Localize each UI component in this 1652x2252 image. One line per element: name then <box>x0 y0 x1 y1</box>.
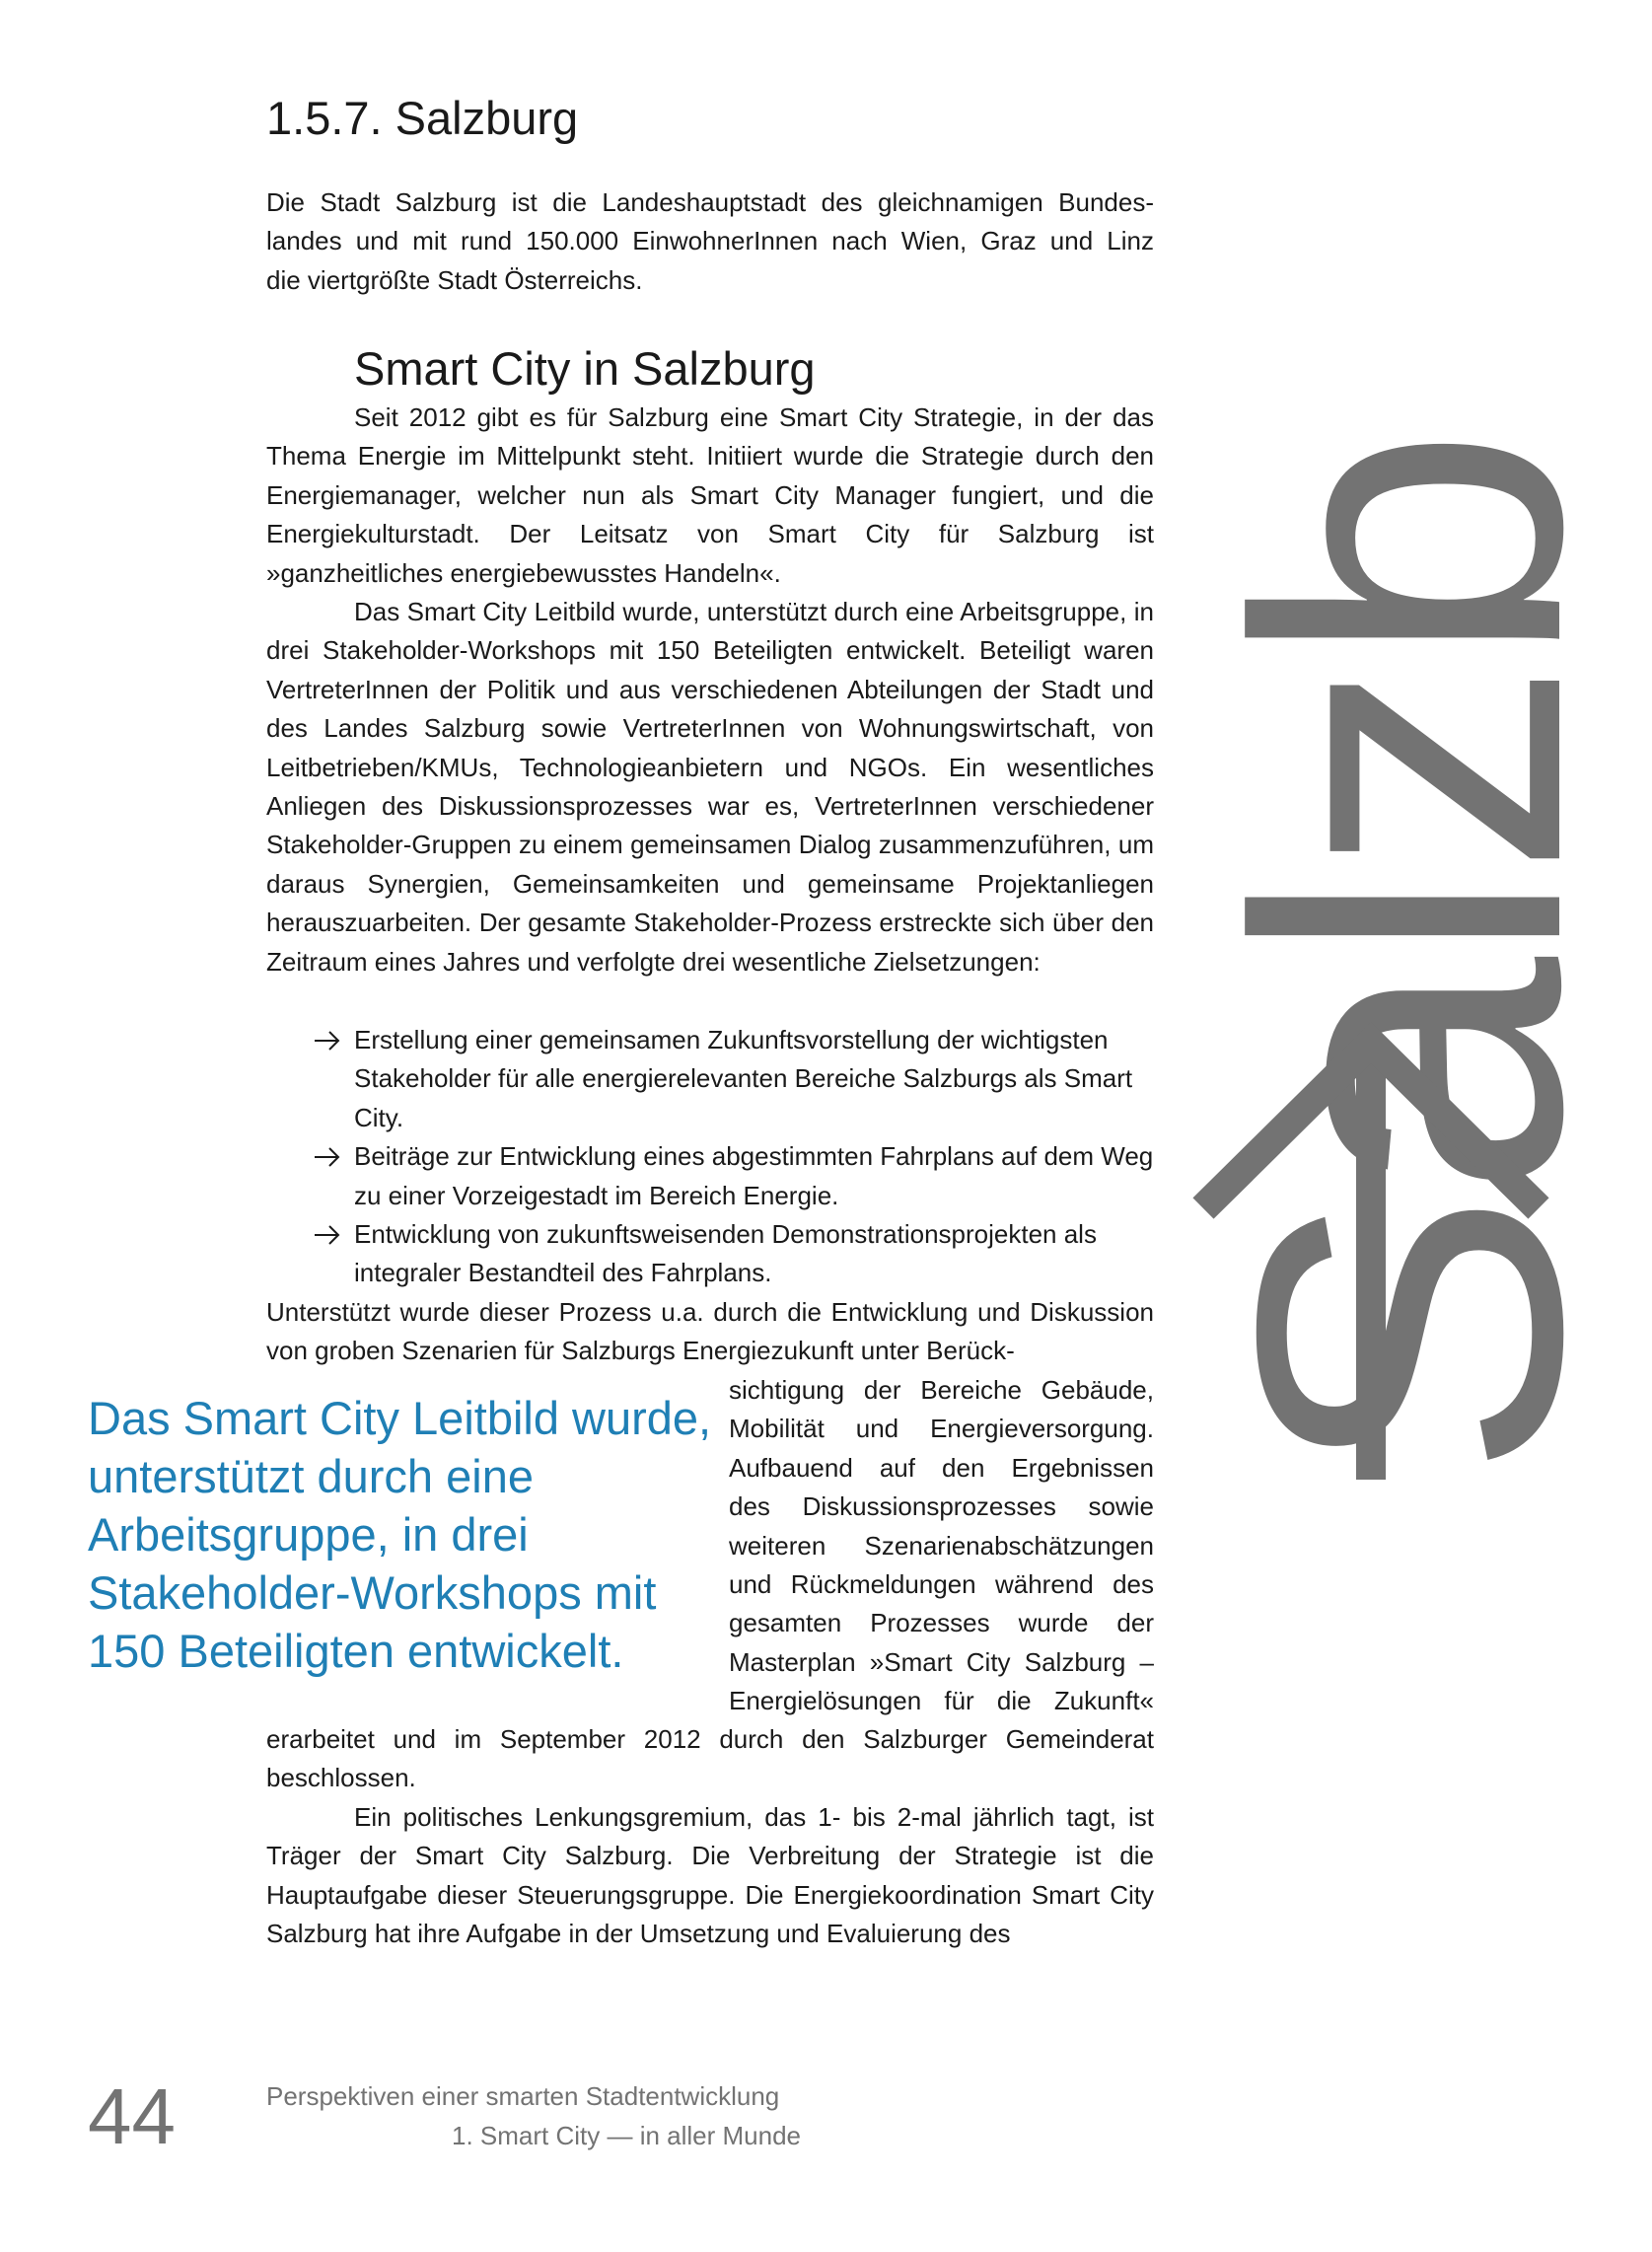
narrow-line: Energielösungen für die Zukunft« <box>729 1686 1154 1716</box>
narrow-line: Mobilität und Energieversorgung. <box>729 1414 1154 1444</box>
paragraph-2: Das Smart City Leitbild wurde, unterstützt durch eine Arbeitsgruppe, in drei Stakeholder-Workshops mit 150 Beteiligten entwickelt. Beteiligt waren VertreterInnen der Politik und aus verschiedenen Abteilungen der Stadt und des Landes Salzburg sowie VertreterInnen von Wohnungswirtschaft, von Leitbetrieben/KMUs, Technologieanbietern und NGOs. Ein wesentliches Anliegen des Diskussionsprozesses war es, VertreterInnen verschiedener Stakeholder-Gruppen zu einem gemeinsamen Dialog zusammenzuführen, um daraus Synergien, Gemeinsamkeiten und gemeinsame Projektanliegen herauszuarbeiten. Der gesamte Stakeholder-Prozess erstreckte sich über den Zeitraum eines Jahres und verfolgte drei wesentliche Zielsetzungen: <box>266 597 1154 977</box>
running-footer-title: Perspektiven einer smarten Stadtentwicklung <box>266 2081 780 2111</box>
narrow-line: Aufbauend auf den Ergebnissen <box>729 1452 1154 1483</box>
narrow-line: sichtigung der Bereiche Gebäude, <box>729 1375 1154 1405</box>
pull-quote: Das Smart City Leitbild wurde, unterstützt durch eine Arbeitsgruppe, in drei Stakeholder-Workshops mit 150 Beteiligten entwickelt. <box>88 1392 712 1677</box>
arrow-right-icon <box>313 1215 342 1254</box>
subsection-title: Smart City in Salzburg <box>354 342 816 395</box>
running-footer-chapter: 1. Smart City — in aller Munde <box>452 2121 802 2150</box>
paragraph-3-end: erarbeitet und im September 2012 durch den Salzburger Gemeinderat beschlossen. <box>266 1724 1154 1793</box>
paragraph-3-narrow <box>729 1371 1154 1721</box>
intro-line: die viertgrößte Stadt Österreichs. <box>266 264 643 295</box>
paragraph-1: Seit 2012 gibt es für Salzburg eine Smart City Strategie, in der das Thema Energie im Mittelpunkt steht. Initiiert wurde die Strategie durch den Energiemanager, welcher nun als Smart City Manager fungiert, und die Energiekulturstadt. Der Leitsatz von Smart City für Salzburg ist »ganzheitliches energiebewusstes Handeln«. <box>266 402 1154 588</box>
narrow-line: Masterplan »Smart City Salzburg – <box>729 1646 1154 1677</box>
arrow-right-icon <box>313 1137 342 1176</box>
list-item-text: Beiträge zur Entwicklung eines abgestimmten Fahrplans auf dem Weg zu einer Vorzeigestadt im Bereich Energie. <box>354 1141 1154 1210</box>
goals-list <box>266 1021 1154 1293</box>
page-number: 44 <box>88 2072 176 2160</box>
list-item-text: Entwicklung von zukunftsweisenden Demonstrationsprojekten als integraler Bestandteil des Fahrplans. <box>354 1219 1097 1288</box>
intro-paragraph <box>266 183 1154 300</box>
paragraph-3-full: Unterstützt wurde dieser Prozess u.a. durch die Entwicklung und Diskussion von groben Szenarien für Salzburgs Energiezukunft unter Berück- <box>266 1297 1154 1366</box>
body-text <box>266 399 1154 981</box>
body-text-continued <box>266 1720 1154 1953</box>
list-item-text: Erstellung einer gemeinsamen Zukunftsvorstellung der wichtigsten Stakeholder für alle energierelevanten Bereiche Salzburgs als Smart City. <box>354 1025 1133 1132</box>
intro-line: Die Stadt Salzburg ist die Landeshauptstadt des gleichnamigen Bundes- <box>266 187 1154 217</box>
list-item <box>266 1215 1154 1293</box>
side-heading-word: Salzb <box>1168 433 1652 1480</box>
intro-line: landes und mit rund 150.000 EinwohnerInnen nach Wien, Graz und Linz <box>266 226 1154 256</box>
up-arrow-icon <box>1193 1031 1548 1480</box>
narrow-line: gesamten Prozesses wurde der <box>729 1608 1154 1638</box>
list-item <box>266 1021 1154 1137</box>
narrow-line: weiteren Szenarienabschätzungen <box>729 1530 1154 1561</box>
paragraph-4: Ein politisches Lenkungsgremium, das 1- bis 2-mal jährlich tagt, ist Träger der Smart City Salzburg. Die Verbreitung der Strategie ist die Hauptaufgabe dieser Steuerungsgruppe. Die Energiekoordination Smart City Salzburg hat ihre Aufgabe in der Umsetzung und Evaluierung des <box>266 1801 1154 1949</box>
list-item <box>266 1137 1154 1215</box>
narrow-line: und Rückmeldungen während des <box>729 1569 1154 1600</box>
arrow-right-icon <box>313 1021 342 1059</box>
narrow-line: des Diskussionsprozesses sowie <box>729 1491 1154 1522</box>
paragraph-3-start <box>266 1293 1154 1371</box>
section-title: 1.5.7. Salzburg <box>266 92 579 144</box>
